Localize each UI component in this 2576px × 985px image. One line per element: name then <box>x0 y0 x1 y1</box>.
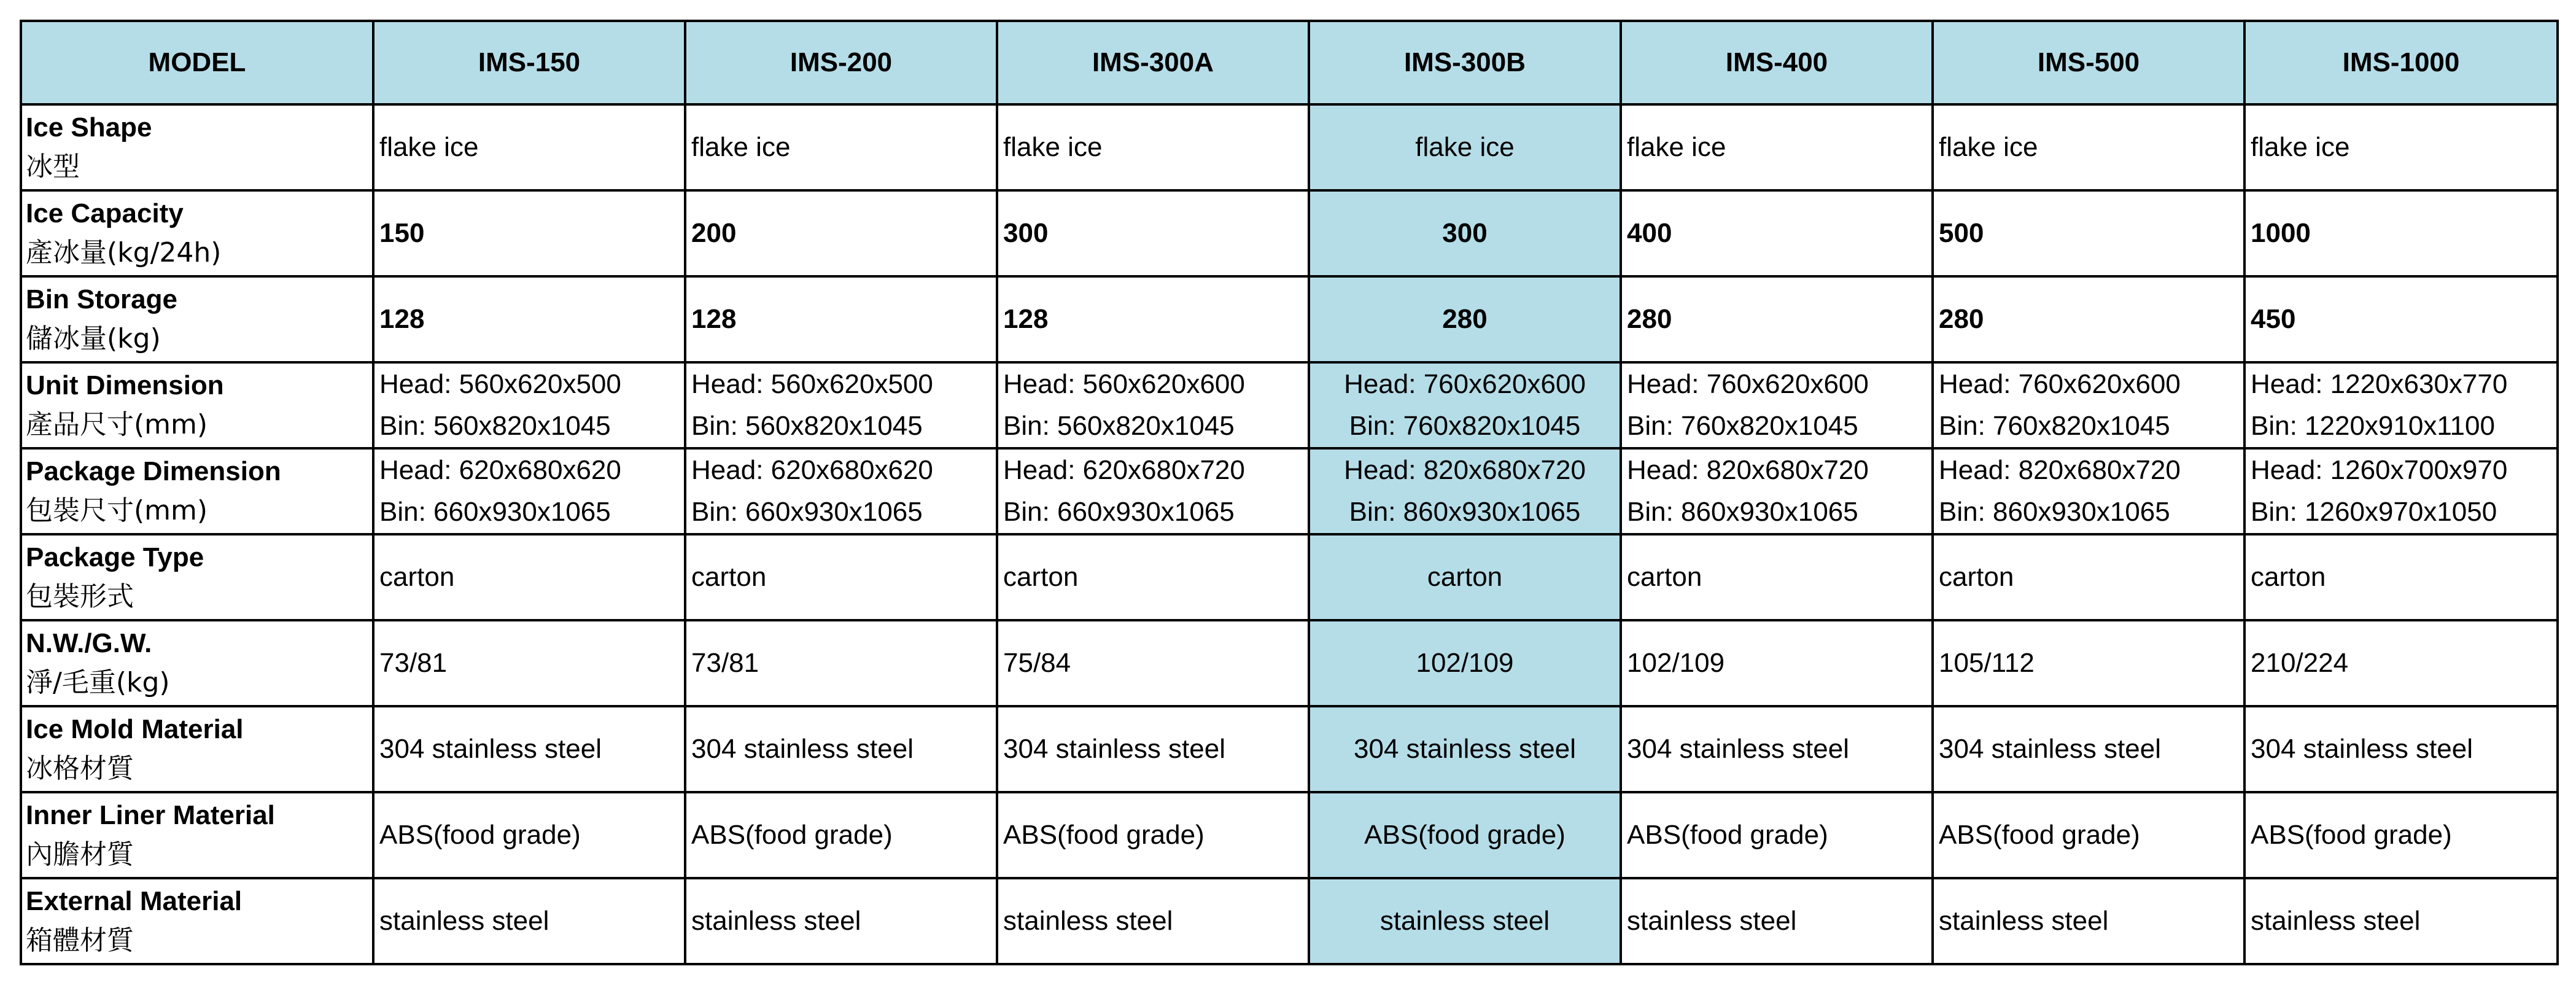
cell-line: 500 <box>1939 218 1984 248</box>
table-cell <box>1309 104 1621 190</box>
cell-line: Head: 560x620x600 <box>1003 369 1245 399</box>
cell-line: Head: 620x680x620 <box>691 455 933 485</box>
row-label-en: Bin Storage <box>26 284 177 314</box>
table-cell <box>997 620 1309 706</box>
table-cell <box>997 190 1309 276</box>
cell-line: 73/81 <box>379 648 448 678</box>
table-cell <box>2244 620 2558 706</box>
table-cell <box>685 362 997 448</box>
cell-line: carton <box>1003 562 1079 592</box>
table-cell <box>373 792 685 878</box>
table-row <box>21 104 2558 190</box>
cell-line: Head: 620x680x720 <box>1003 455 1245 485</box>
cell-line: 128 <box>1003 304 1049 334</box>
row-label <box>21 534 373 620</box>
table-cell <box>1933 706 2244 792</box>
table-cell <box>1309 362 1621 448</box>
row-label-zh: 包裝形式 <box>26 581 134 612</box>
cell-line: 1000 <box>2251 218 2311 248</box>
table-row <box>21 878 2558 964</box>
table-cell <box>685 792 997 878</box>
table-cell <box>1933 276 2244 362</box>
row-label <box>21 878 373 964</box>
table-cell <box>373 620 685 706</box>
row-label <box>21 620 373 706</box>
table-cell <box>2244 534 2558 620</box>
row-label <box>21 448 373 534</box>
table-cell <box>2244 362 2558 448</box>
cell-line: 102/109 <box>1416 648 1514 678</box>
cell-line: stainless steel <box>1379 906 1550 936</box>
cell-line: carton <box>1427 562 1503 592</box>
row-label <box>21 792 373 878</box>
cell-line: stainless steel <box>379 906 549 936</box>
table-cell <box>1309 878 1621 964</box>
table-cell <box>373 706 685 792</box>
cell-line: stainless steel <box>1939 906 2109 936</box>
row-label-zh: 箱體材質 <box>26 925 134 956</box>
cell-line: ABS(food grade) <box>379 820 581 850</box>
table-cell <box>1621 362 1933 448</box>
row-label <box>21 276 373 362</box>
cell-line: Head: 820x680x720 <box>1627 455 1869 485</box>
table-cell <box>373 362 685 448</box>
table-cell <box>1933 448 2244 534</box>
cell-line: Bin: 560x820x1045 <box>691 411 923 441</box>
cell-line: Bin: 660x930x1065 <box>1003 497 1235 527</box>
table-cell <box>1621 276 1933 362</box>
table-cell <box>2244 190 2558 276</box>
row-label-zh: 淨/毛重(kg) <box>26 667 170 698</box>
cell-line: flake ice <box>2251 132 2350 162</box>
cell-line: 304 stainless steel <box>1939 734 2161 764</box>
cell-line: 128 <box>379 304 425 334</box>
header-ims-400: IMS-400 <box>1621 21 1933 104</box>
cell-line: carton <box>691 562 767 592</box>
table-row <box>21 620 2558 706</box>
row-label-en: Inner Liner Material <box>26 800 275 830</box>
cell-line: Head: 1220x630x770 <box>2251 369 2508 399</box>
cell-line: Head: 560x620x500 <box>379 369 621 399</box>
header-ims-1000: IMS-1000 <box>2244 21 2558 104</box>
cell-line: ABS(food grade) <box>1939 820 2140 850</box>
table-row <box>21 362 2558 448</box>
row-label-zh: 產品尺寸(mm) <box>26 409 208 440</box>
cell-line: 75/84 <box>1003 648 1071 678</box>
cell-line: 280 <box>1442 304 1488 334</box>
table-row <box>21 792 2558 878</box>
table-cell <box>1933 620 2244 706</box>
table-cell <box>1621 878 1933 964</box>
table-cell <box>1933 190 2244 276</box>
row-label-en: Package Dimension <box>26 456 281 486</box>
table-row <box>21 448 2558 534</box>
cell-line: ABS(food grade) <box>691 820 893 850</box>
cell-line: Head: 760x620x600 <box>1627 369 1869 399</box>
cell-line: 280 <box>1627 304 1672 334</box>
table-cell <box>1309 276 1621 362</box>
table-cell <box>685 878 997 964</box>
table-cell <box>997 448 1309 534</box>
table-cell <box>997 362 1309 448</box>
table-row <box>21 190 2558 276</box>
cell-line: Bin: 660x930x1065 <box>691 497 923 527</box>
table-row <box>21 706 2558 792</box>
table-cell <box>1309 792 1621 878</box>
table-cell <box>1933 362 2244 448</box>
row-label-en: Ice Mold Material <box>26 714 244 744</box>
row-label-en: N.W./G.W. <box>26 628 152 658</box>
cell-line: 304 stainless steel <box>379 734 602 764</box>
cell-line: Head: 820x680x720 <box>1939 455 2181 485</box>
table-cell <box>685 104 997 190</box>
cell-line: Bin: 860x930x1065 <box>1627 497 1858 527</box>
table-cell <box>373 276 685 362</box>
row-label <box>21 104 373 190</box>
table-cell <box>1933 104 2244 190</box>
cell-line: stainless steel <box>2251 906 2421 936</box>
cell-line: carton <box>1939 562 2014 592</box>
table-cell <box>1621 190 1933 276</box>
table-row <box>21 534 2558 620</box>
cell-line: carton <box>2251 562 2326 592</box>
cell-line: carton <box>1627 562 1702 592</box>
row-label-zh: 內膽材質 <box>26 839 134 870</box>
table-cell <box>685 448 997 534</box>
table-cell <box>685 620 997 706</box>
cell-line: stainless steel <box>1003 906 1173 936</box>
cell-line: 128 <box>691 304 737 334</box>
cell-line: Head: 820x680x720 <box>1344 455 1586 485</box>
header-row <box>21 21 2558 104</box>
cell-line: 304 stainless steel <box>691 734 914 764</box>
header-ims-200: IMS-200 <box>685 21 997 104</box>
cell-line: 304 stainless steel <box>1354 734 1576 764</box>
table-cell <box>1933 534 2244 620</box>
cell-line: Bin: 560x820x1045 <box>379 411 611 441</box>
cell-line: Bin: 860x930x1065 <box>1939 497 2170 527</box>
cell-line: 304 stainless steel <box>1003 734 1225 764</box>
row-label-en: Ice Capacity <box>26 198 184 228</box>
table-cell <box>1309 190 1621 276</box>
cell-line: 73/81 <box>691 648 759 678</box>
cell-line: flake ice <box>1939 132 2038 162</box>
cell-line: Bin: 660x930x1065 <box>379 497 611 527</box>
cell-line: 210/224 <box>2251 648 2349 678</box>
row-label <box>21 706 373 792</box>
row-label-zh: 儲冰量(kg) <box>26 323 161 354</box>
cell-line: carton <box>379 562 455 592</box>
table-cell <box>373 104 685 190</box>
cell-line: flake ice <box>1415 132 1515 162</box>
table-row <box>21 276 2558 362</box>
cell-line: Bin: 1220x910x1100 <box>2251 411 2495 441</box>
row-label-zh: 冰型 <box>26 151 80 182</box>
cell-line: Bin: 860x930x1065 <box>1349 497 1581 527</box>
table-cell <box>1621 706 1933 792</box>
table-cell <box>1933 878 2244 964</box>
table-cell <box>685 190 997 276</box>
table-cell <box>997 104 1309 190</box>
table-cell <box>1933 792 2244 878</box>
cell-line: stainless steel <box>691 906 861 936</box>
spec-table-body <box>21 104 2558 964</box>
cell-line: ABS(food grade) <box>1003 820 1205 850</box>
cell-line: stainless steel <box>1627 906 1797 936</box>
row-label-zh: 冰格材質 <box>26 753 134 784</box>
cell-line: ABS(food grade) <box>1627 820 1828 850</box>
cell-line: ABS(food grade) <box>2251 820 2452 850</box>
cell-line: 400 <box>1627 218 1672 248</box>
header-ims-300a: IMS-300A <box>997 21 1309 104</box>
table-cell <box>373 190 685 276</box>
table-cell <box>2244 706 2558 792</box>
cell-line: 280 <box>1939 304 1984 334</box>
cell-line: Head: 620x680x620 <box>379 455 621 485</box>
table-cell <box>685 706 997 792</box>
table-cell <box>1621 104 1933 190</box>
table-cell <box>997 706 1309 792</box>
table-cell <box>1309 534 1621 620</box>
table-cell <box>373 534 685 620</box>
cell-line: Head: 1260x700x970 <box>2251 455 2508 485</box>
table-cell <box>1621 792 1933 878</box>
table-cell <box>2244 878 2558 964</box>
table-cell <box>997 878 1309 964</box>
row-label-zh: 產冰量(kg/24h) <box>26 237 222 268</box>
row-label <box>21 190 373 276</box>
table-cell <box>1309 620 1621 706</box>
table-cell <box>685 534 997 620</box>
cell-line: flake ice <box>691 132 791 162</box>
header-model: MODEL <box>21 21 373 104</box>
table-cell <box>685 276 997 362</box>
spec-table <box>20 20 2559 965</box>
cell-line: flake ice <box>1627 132 1726 162</box>
table-cell <box>1621 448 1933 534</box>
table-cell <box>1309 448 1621 534</box>
row-label-en: Package Type <box>26 542 204 572</box>
table-cell <box>1621 620 1933 706</box>
table-cell <box>2244 104 2558 190</box>
table-cell <box>373 448 685 534</box>
row-label-en: Ice Shape <box>26 112 152 142</box>
table-cell <box>1621 534 1933 620</box>
cell-line: 450 <box>2251 304 2296 334</box>
header-ims-300b: IMS-300B <box>1309 21 1621 104</box>
cell-line: ABS(food grade) <box>1364 820 1565 850</box>
header-ims-500: IMS-500 <box>1933 21 2244 104</box>
table-cell <box>997 534 1309 620</box>
table-cell <box>373 878 685 964</box>
cell-line: Head: 760x620x600 <box>1344 369 1586 399</box>
cell-line: Bin: 760x820x1045 <box>1939 411 2170 441</box>
table-cell <box>1309 706 1621 792</box>
row-label-en: External Material <box>26 886 242 916</box>
cell-line: 300 <box>1442 218 1488 248</box>
cell-line: Head: 560x620x500 <box>691 369 933 399</box>
row-label <box>21 362 373 448</box>
cell-line: Bin: 760x820x1045 <box>1627 411 1858 441</box>
cell-line: flake ice <box>379 132 479 162</box>
table-cell <box>2244 792 2558 878</box>
header-ims-150: IMS-150 <box>373 21 685 104</box>
table-cell <box>997 276 1309 362</box>
cell-line: Bin: 760x820x1045 <box>1349 411 1581 441</box>
cell-line: 102/109 <box>1627 648 1725 678</box>
row-label-en: Unit Dimension <box>26 370 224 400</box>
cell-line: flake ice <box>1003 132 1103 162</box>
cell-line: 304 stainless steel <box>1627 734 1849 764</box>
table-cell <box>2244 276 2558 362</box>
cell-line: Bin: 560x820x1045 <box>1003 411 1235 441</box>
cell-line: 200 <box>691 218 737 248</box>
cell-line: Bin: 1260x970x1050 <box>2251 497 2497 527</box>
cell-line: Head: 760x620x600 <box>1939 369 2181 399</box>
row-label-zh: 包裝尺寸(mm) <box>26 495 208 526</box>
cell-line: 304 stainless steel <box>2251 734 2473 764</box>
cell-line: 105/112 <box>1939 648 2035 678</box>
cell-line: 150 <box>379 218 425 248</box>
table-cell <box>997 792 1309 878</box>
cell-line: 300 <box>1003 218 1049 248</box>
table-cell <box>2244 448 2558 534</box>
